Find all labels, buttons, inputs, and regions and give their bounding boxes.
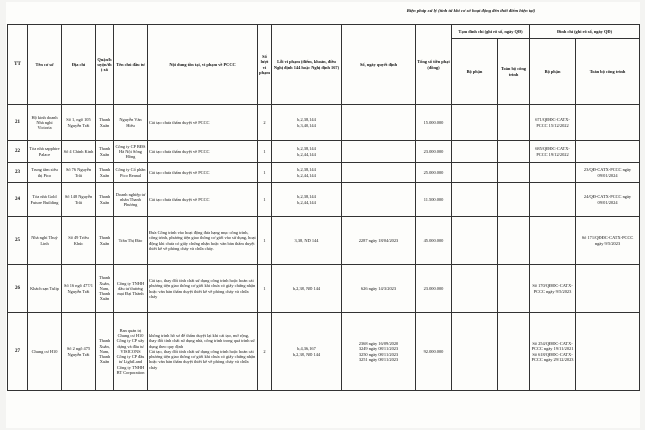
cell-count: 1	[258, 163, 272, 183]
cell-decision	[342, 163, 416, 183]
cell-owner: Công ty CP BĐS Hà Nội Sông Hồng	[114, 141, 148, 163]
table-row	[8, 265, 640, 313]
cell-whole	[498, 217, 530, 265]
header-district: Quận/huyện/thị xã	[96, 25, 114, 105]
cell-content: Cải tạo chưa thẩm duyệt về PCCC	[148, 141, 258, 163]
cell-name: Tòa nhà Gold Future Building	[28, 183, 62, 217]
header-stop: Đình chỉ (ghi rõ số, ngày QĐ)	[530, 25, 640, 39]
cell-total: 45.000.000	[416, 217, 452, 265]
header-stop-whole: Toàn bộ công trình	[576, 39, 640, 105]
cell-decision: 2368 ngày 16/09/2020 3249 ngày 08/11/2023 3250 ngày 08/11/2023 3251 ngày 08/11/2023	[342, 313, 416, 391]
header-suspend-whole: Toàn bộ công trình	[498, 39, 530, 105]
cell-whole	[498, 105, 530, 141]
cell-stop-part: 685/QĐĐC-CATX-PCCC 19/12/2022	[530, 141, 576, 163]
cell-content: không trình hồ sơ để thẩm duyệt lại khi cải tạo, mở rộng, thay đổi tính chất sử dụng nhà, công trình trong quá trình sử dụng theo quy định Cải tạo, thay đổi tính chất sử dụng công trình hoặc hoán cải phương tiện giao thông cơ giới khi chưa có giấy chứng nhận hoặc văn bản thẩm duyệt thiết kế về phòng cháy và chữa cháy	[148, 313, 258, 391]
cell-owner: Công ty Cổ phần Pico Reanal	[114, 163, 148, 183]
cell-part	[452, 313, 498, 391]
cell-stop-part	[530, 217, 576, 265]
violation-table	[7, 24, 640, 391]
cell-stop-whole: Số 171/QĐĐC-CATX-PCCC ngày 9/5/2023	[576, 217, 640, 265]
cell-address: Số 1, ngõ 105 Nguyễn Trãi	[62, 105, 96, 141]
cell-name: Chung cư H10	[28, 313, 62, 391]
cell-district: Thanh Xuân	[96, 141, 114, 163]
cell-tt: 26	[8, 265, 28, 313]
cell-count: 1	[258, 265, 272, 313]
cell-owner: Nguyễn Văn Hiếu	[114, 105, 148, 141]
cell-district: Thanh Xuân	[96, 163, 114, 183]
cell-stop-part: 671/QĐĐC-CATX-PCCC 15/12/2022	[530, 105, 576, 141]
cell-whole	[498, 183, 530, 217]
cell-total: 25.000.000	[416, 163, 452, 183]
cell-tt: 27	[8, 313, 28, 391]
cell-total: 15.000.000	[416, 105, 452, 141]
cell-whole	[498, 163, 530, 183]
cell-part	[452, 217, 498, 265]
cell-stop-whole	[576, 105, 640, 141]
cell-decision: 626 ngày 14/3/2023	[342, 265, 416, 313]
cell-name: Tòa nhà sapphire Palace	[28, 141, 62, 163]
cell-name: Trung tâm siêu thị Pico	[28, 163, 62, 183]
table-row	[8, 313, 640, 391]
header-address: Địa chỉ	[62, 25, 96, 105]
cell-address: Số 76 Nguyễn Trãi	[62, 163, 96, 183]
cell-decision	[342, 183, 416, 217]
cell-part	[452, 105, 498, 141]
header-suspend-part: Bộ phận	[452, 39, 498, 105]
cell-address: Số 148 Nguyễn Trãi	[62, 183, 96, 217]
cell-violation: b,2,38,144 b,2,44,144	[272, 141, 342, 163]
cell-violation: b,2,38,144 b,3,40,144	[272, 105, 342, 141]
cell-part	[452, 163, 498, 183]
cell-count: 1	[258, 141, 272, 163]
measures-title: Biện pháp xử lý (tính từ khi cơ sở hoạt động đến thời điểm hiện tại)	[406, 8, 536, 13]
cell-stop-whole	[576, 265, 640, 313]
cell-district: Thanh Xuân, Nam, Thanh Xuân	[96, 313, 114, 391]
cell-count: 1	[258, 217, 272, 265]
cell-content: Cải tạo chưa thẩm duyệt về PCCC	[148, 163, 258, 183]
cell-count: 2	[258, 313, 272, 391]
header-tt: TT	[8, 25, 28, 105]
cell-violation: b,4,36,167 b,2,38, NĐ 144	[272, 313, 342, 391]
cell-part	[452, 183, 498, 217]
cell-decision: 2287 ngày 18/04/2023	[342, 217, 416, 265]
cell-total: 92.000.000	[416, 313, 452, 391]
cell-total: 11.500.000	[416, 183, 452, 217]
cell-district: Thanh Xuân	[96, 217, 114, 265]
cell-violation: b,2,38,144 b,2,44,144	[272, 183, 342, 217]
header-total: Tổng số tiền phạt (đồng)	[416, 25, 452, 105]
cell-part	[452, 141, 498, 163]
cell-stop-whole	[576, 141, 640, 163]
document-page	[6, 2, 640, 428]
cell-content: Đưa Công trình vào hoạt động đưa hạng mục công trình, công trình, phương tiện giao thông cơ giới vào sử dụng, hoạt động khi chưa có giấy chứng nhận hoặc văn bản thẩm duyệt thiết kế về phòng cháy và chữa cháy.	[148, 217, 258, 265]
header-owner: Tên chủ đầu tư	[114, 25, 148, 105]
cell-district: Thanh Xuân	[96, 105, 114, 141]
cell-district: Thanh Xuân, Nam, Thanh Xuân	[96, 265, 114, 313]
cell-decision	[342, 105, 416, 141]
cell-violation: 3,38, ND 144	[272, 217, 342, 265]
cell-name: Hộ kinh doanh Nhà nghỉ Victoria	[28, 105, 62, 141]
cell-content: Cải tạo, thay đổi tính chất sử dụng công trình hoặc hoán cải phương tiện giao thông cơ giới khi chưa có giấy chứng nhận hoặc văn bản thẩm duyệt thiết kế về phòng cháy và chữa cháy	[148, 265, 258, 313]
table-row	[8, 183, 640, 217]
header-decision: Số, ngày quyết định	[342, 25, 416, 105]
cell-name: Khách sạn Tulip	[28, 265, 62, 313]
header-violation: Lỗi vi phạm (điểm, khoản, điều Nghị định 144 hoặc Nghị định 167)	[272, 25, 342, 105]
cell-owner: Trần Thị Đào	[114, 217, 148, 265]
header-content: Nội dung tồn tại, vi phạm về PCCC	[148, 25, 258, 105]
cell-address: Số 2 ngõ 475 Nguyễn Trãi	[62, 313, 96, 391]
header-suspend: Tạm đình chỉ (ghi rõ số, ngày QĐ)	[452, 25, 530, 39]
cell-address: Số 49 Triều Khúc	[62, 217, 96, 265]
cell-name: Nhà nghỉ Thuỳ Linh	[28, 217, 62, 265]
table-row	[8, 217, 640, 265]
cell-count: 1	[258, 183, 272, 217]
cell-violation: b,2,38, NĐ 144	[272, 265, 342, 313]
cell-content: Cải tạo chưa thẩm duyệt về PCCC	[148, 183, 258, 217]
cell-total: 23.000.000	[416, 141, 452, 163]
header-count: Số lượt vi phạm	[258, 25, 272, 105]
cell-stop-part: Số 254/QĐĐC-CATX-PCCC ngày 19/11/2021 Số 618/QĐĐC-CATX-PCCC ngày 29/12/2023	[530, 313, 576, 391]
cell-tt: 25	[8, 217, 28, 265]
cell-whole	[498, 313, 530, 391]
header-stop-part: Bộ phận	[530, 39, 576, 105]
cell-stop-part: Số 170/QĐĐC-CATX-PCCC ngày 9/5/2023	[530, 265, 576, 313]
cell-whole	[498, 265, 530, 313]
table-row	[8, 105, 640, 141]
cell-tt: 24	[8, 183, 28, 217]
header-name: Tên cơ sở	[28, 25, 62, 105]
cell-count: 2	[258, 105, 272, 141]
cell-stop-part	[530, 163, 576, 183]
cell-content: Cải tạo chưa thẩm duyệt về PCCC	[148, 105, 258, 141]
cell-owner: Ban quản trị Chung cư H10 Công ty CP xây dựng và đầu tư VISICONS Công ty CP đầu tư LightLand Công ty TNHH BT Corporation	[114, 313, 148, 391]
cell-stop-whole: 23/QĐ-CATX-PCCC ngày 09/01/2024	[576, 163, 640, 183]
cell-district: Thanh Xuân	[96, 183, 114, 217]
table-row	[8, 163, 640, 183]
cell-tt: 21	[8, 105, 28, 141]
table-row	[8, 141, 640, 163]
cell-address: Số 16 ngõ 477/1 Nguyễn Trãi	[62, 265, 96, 313]
cell-address: Số 4 Chính Kinh	[62, 141, 96, 163]
table-body	[8, 105, 640, 391]
cell-whole	[498, 141, 530, 163]
cell-tt: 23	[8, 163, 28, 183]
cell-stop-whole: 24/QĐ-CATX-PCCC ngày 09/01/2024	[576, 183, 640, 217]
cell-stop-whole	[576, 313, 640, 391]
cell-part	[452, 265, 498, 313]
cell-stop-part	[530, 183, 576, 217]
cell-decision	[342, 141, 416, 163]
cell-owner: Công ty TNHH dầu tư thương mại Đại Thành	[114, 265, 148, 313]
cell-violation: b,2,38,144 b,2,44,144	[272, 163, 342, 183]
cell-tt: 22	[8, 141, 28, 163]
cell-owner: Doanh nghiệp tư nhân Thanh Phương	[114, 183, 148, 217]
cell-total: 23.000.000	[416, 265, 452, 313]
